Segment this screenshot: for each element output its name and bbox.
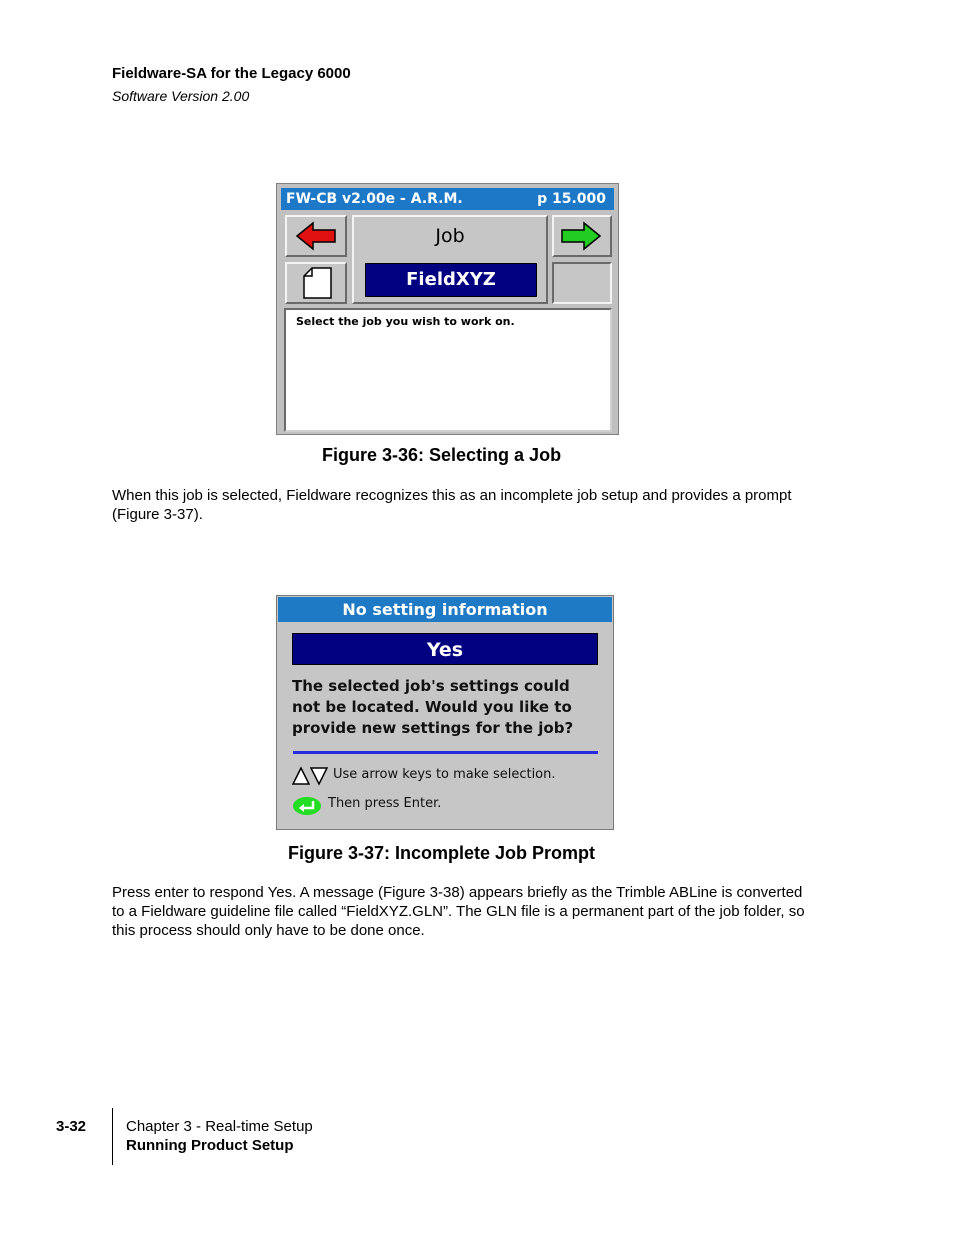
page-number: 3-32 bbox=[56, 1118, 87, 1135]
body-paragraph: When this job is selected, Fieldware recognizes this as an incomplete job setup and provides a prompt (Figure 3-37). bbox=[112, 487, 792, 523]
job-name-field[interactable]: FieldXYZ bbox=[365, 263, 537, 297]
screen-title: FW-CB v2.00e - A.R.M. bbox=[286, 191, 463, 207]
figure-incomplete-job-prompt bbox=[276, 595, 614, 830]
document-title: Fieldware-SA for the Legacy 6000 bbox=[112, 65, 351, 82]
figure-caption: Figure 3-36: Selecting a Job bbox=[322, 445, 562, 465]
footer-section: Running Product Setup bbox=[126, 1137, 294, 1154]
screen-titlebar bbox=[281, 188, 614, 210]
up-down-arrow-keys-icon bbox=[292, 766, 328, 786]
yes-button[interactable]: Yes bbox=[292, 633, 598, 665]
dialog-title: No setting information bbox=[278, 597, 612, 622]
dialog-message: The selected job's settings could not be located. Would you like to provide new settings for the job? bbox=[292, 677, 574, 737]
enter-key-hint: Then press Enter. bbox=[328, 796, 442, 811]
figure-caption: Figure 3-37: Incomplete Job Prompt bbox=[288, 843, 596, 863]
back-button[interactable] bbox=[285, 215, 347, 257]
arrow-keys-hint: Use arrow keys to make selection. bbox=[333, 767, 556, 782]
body-paragraph: Press enter to respond Yes. A message (Figure 3-38) appears briefly as the Trimble ABLine is converted to a Fieldware guideline file called “FieldXYZ.GLN”. The GLN file is a permanent part of the job folder, so this process should only have to be done once. bbox=[112, 884, 805, 939]
footer-divider bbox=[112, 1108, 113, 1165]
forward-button[interactable] bbox=[552, 215, 612, 257]
figure-selecting-job bbox=[276, 183, 619, 435]
new-job-button[interactable] bbox=[285, 262, 347, 304]
enter-key-icon bbox=[292, 796, 322, 816]
software-version: Software Version 2.00 bbox=[112, 88, 250, 104]
green-right-arrow-icon bbox=[554, 217, 610, 255]
message-box bbox=[284, 308, 612, 432]
blank-button[interactable] bbox=[552, 262, 612, 304]
divider bbox=[293, 751, 598, 754]
job-label: Job bbox=[435, 225, 465, 247]
new-document-icon bbox=[287, 264, 345, 302]
instruction-text: Select the job you wish to work on. bbox=[296, 315, 515, 328]
job-selector-panel bbox=[352, 215, 548, 304]
screen-page-indicator: p 15.000 bbox=[537, 191, 606, 207]
footer-chapter: Chapter 3 - Real-time Setup bbox=[126, 1118, 313, 1135]
red-left-arrow-icon bbox=[287, 217, 345, 255]
